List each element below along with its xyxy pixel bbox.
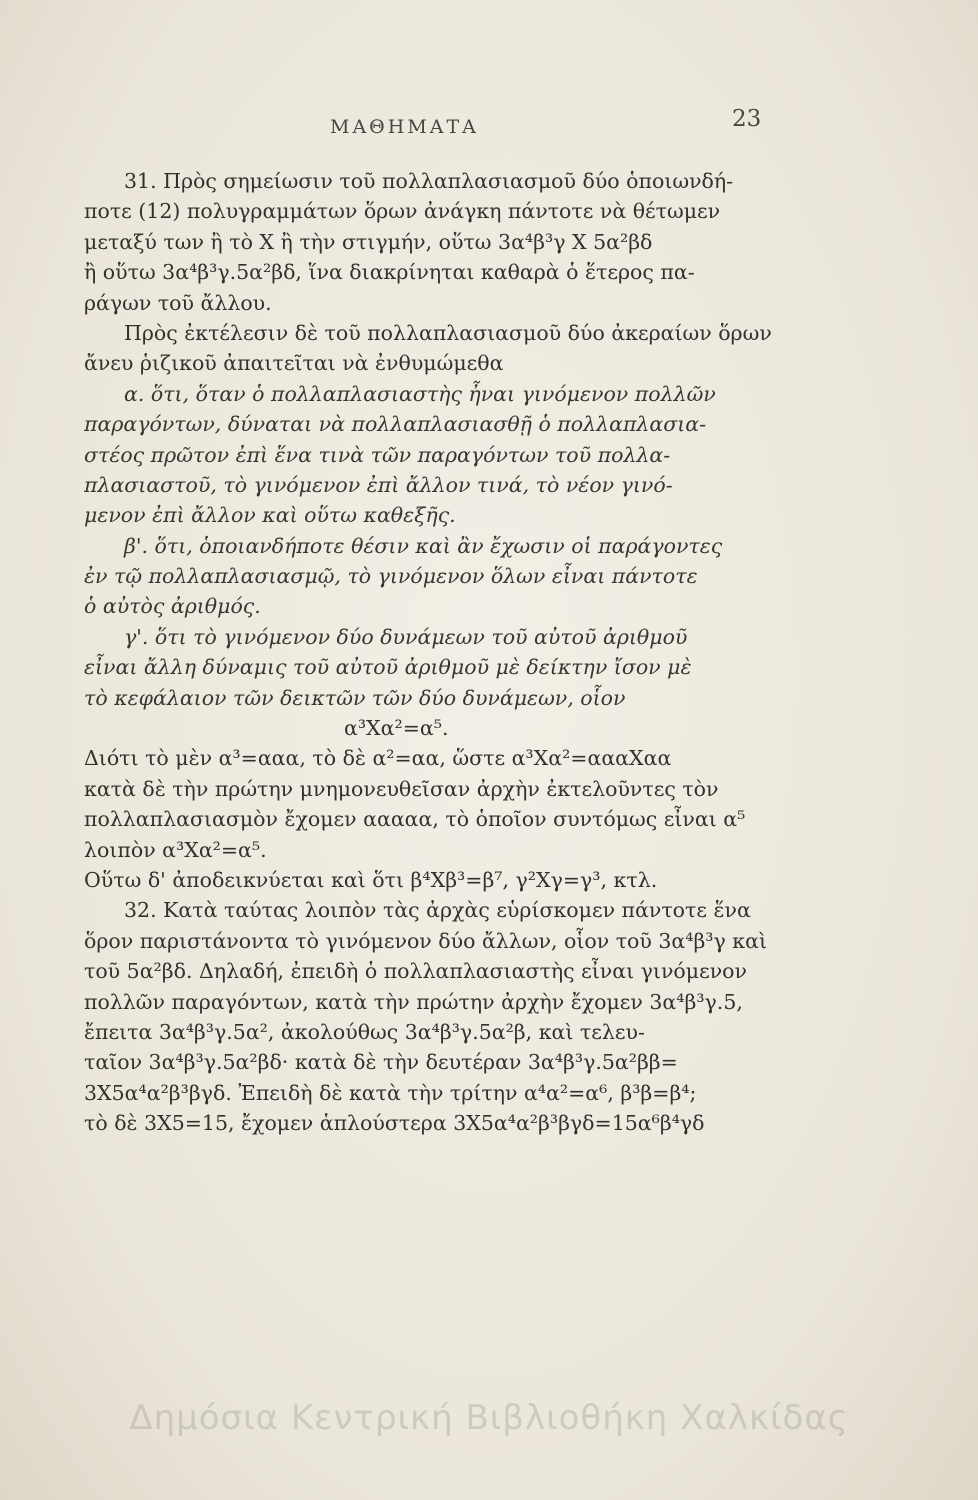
text-line: 3X5α⁴α²β³βγδ. Ἐπειδὴ δὲ κατὰ τὴν τρίτην α⁴α²=α⁶, β³β=β⁴;: [84, 1080, 697, 1105]
text-line: Διότι τὸ μὲν α³=ααα, τὸ δὲ α²=αα, ὥστε α³Xα²=αααXαα: [84, 746, 672, 771]
text-line: στέος πρῶτον ἐπὶ ἕνα τινὰ τῶν παραγόντων τοῦ πολλα-: [84, 442, 671, 467]
text-line: ἔπειτα 3α⁴β³γ.5α², ἀκολούθως 3α⁴β³γ.5α²β, καὶ τελευ-: [84, 1019, 645, 1044]
formula-line: α³Xα²=α⁵.: [344, 716, 449, 741]
text-line: λοιπὸν α³Xα²=α⁵.: [84, 837, 267, 862]
text-line: ποτε (12) πολυγραμμάτων ὅρων ἀνάγκη πάντοτε νὰ θέτωμεν: [84, 199, 721, 224]
text-line: α. ὅτι, ὅταν ὁ πολλαπλασιαστὴς ἦναι γινόμενον πολλῶν: [124, 381, 716, 406]
text-line: τοῦ 5α²βδ. Δηλαδή, ἐπειδὴ ὁ πολλαπλασιαστὴς εἶναι γινόμενον: [84, 959, 747, 984]
text-line: Πρὸς ἐκτέλεσιν δὲ τοῦ πολλαπλασιασμοῦ δύο ἀκεραίων ὅρων: [124, 320, 772, 345]
text-line: ὅρον παριστάνοντα τὸ γινόμενον δύο ἄλλων, οἷον τοῦ 3α⁴β³γ καὶ: [84, 928, 767, 953]
text-line: β'. ὅτι, ὁποιανδήποτε θέσιν καὶ ἂν ἔχωσιν οἱ παράγοντες: [124, 533, 723, 558]
text-line: μενον ἐπὶ ἄλλον καὶ οὕτω καθεξῆς.: [84, 503, 456, 528]
text-line: ταῖον 3α⁴β³γ.5α²βδ· κατὰ δὲ τὴν δευτέραν 3α⁴β³γ.5α²ββ=: [84, 1050, 678, 1075]
running-title: ΜΑΘΗΜΑΤΑ: [330, 116, 479, 138]
text-line: 31. Πρὸς σημείωσιν τοῦ πολλαπλασιασμοῦ δύο ὁποιωνδή-: [124, 169, 734, 193]
text-line: ἄνευ ῥιζικοῦ ἀπαιτεῖται νὰ ἐνθυμώμεθα: [84, 351, 504, 376]
text-line: ράγων τοῦ ἄλλου.: [84, 290, 272, 315]
text-line: μεταξύ των ἢ τὸ X ἢ τὴν στιγμήν, οὕτω 3α⁴β³γ X 5α²βδ: [84, 229, 653, 254]
text-line: γ'. ὅτι τὸ γινόμενον δύο δυνάμεων τοῦ αὐτοῦ ἀριθμοῦ: [124, 624, 688, 649]
text-line: πολλαπλασιασμὸν ἔχομεν ααααα, τὸ ὁποῖον συντόμως εἶναι α⁵: [84, 807, 746, 832]
text-line: τὸ κεφάλαιον τῶν δεικτῶν τῶν δύο δυνάμεων, οἷον: [84, 685, 626, 710]
body-text: [84, 166, 796, 1139]
text-line: εἶναι ἄλλη δύναμις τοῦ αὐτοῦ ἀριθμοῦ μὲ δείκτην ἴσον μὲ: [84, 655, 692, 680]
text-line: ἐν τῷ πολλαπλασιασμῷ, τὸ γινόμενον ὅλων εἶναι πάντοτε: [84, 564, 698, 589]
text-line: Οὕτω δ' ἀποδεικνύεται καὶ ὅτι β⁴Xβ³=β⁷, γ²Xγ=γ³, κτλ.: [84, 867, 658, 892]
library-watermark: Δημόσια Κεντρική Βιβλιοθήκη Χαλκίδας: [129, 1398, 849, 1438]
page-header: [0, 106, 978, 142]
text-line: τὸ δὲ 3X5=15, ἔχομεν ἁπλούστερα 3X5α⁴α²β³βγδ=15α⁶β⁴γδ: [84, 1111, 705, 1136]
text-line: πολλῶν παραγόντων, κατὰ τὴν πρώτην ἀρχὴν ἔχομεν 3α⁴β³γ.5,: [84, 989, 743, 1014]
text-line: ἢ οὕτω 3α⁴β³γ.5α²βδ, ἵνα διακρίνηται καθαρὰ ὁ ἕτερος πα-: [84, 260, 695, 285]
text-line: 32. Κατὰ ταύτας λοιπὸν τὰς ἀρχὰς εὑρίσκομεν πάντοτε ἕνα: [124, 898, 751, 923]
text-line: ὁ αὐτὸς ἀριθμός.: [84, 594, 261, 619]
text-line: κατὰ δὲ τὴν πρώτην μνημονευθεῖσαν ἀρχὴν ἐκτελοῦντες τὸν: [84, 776, 719, 801]
page-number: 23: [732, 106, 762, 132]
text-line: παραγόντων, δύναται νὰ πολλαπλασιασθῇ ὁ πολλαπλασια-: [84, 412, 707, 437]
text-line: πλασιαστοῦ, τὸ γινόμενον ἐπὶ ἄλλον τινά, τὸ νέον γινό-: [84, 472, 673, 497]
